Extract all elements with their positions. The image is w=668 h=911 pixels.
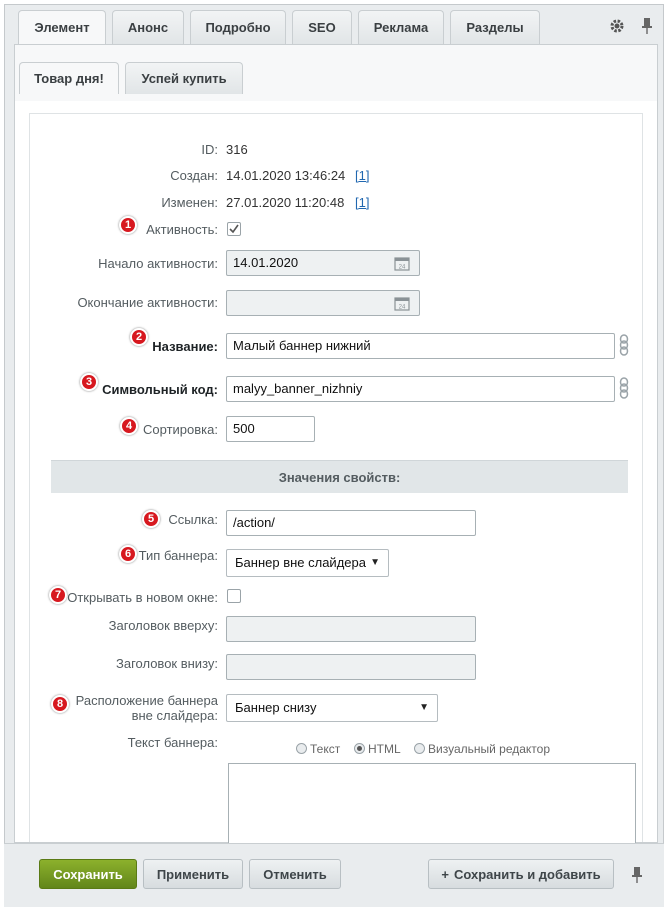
annotation-badge-7: 7 [49,586,67,604]
svg-text:24: 24 [398,264,406,271]
link-field[interactable]: /action/ [226,510,476,536]
name-label: Название: [152,339,218,354]
banner-type-label: Тип баннера: [138,548,218,563]
cancel-button[interactable]: Отменить [249,859,341,889]
position-select[interactable] [226,694,438,722]
svg-text:24: 24 [398,304,406,311]
gear-icon[interactable] [608,17,626,35]
name-field[interactable]: Малый баннер нижний [226,333,615,359]
editor-mode-text-label: Текст [310,742,341,756]
modified-value: 27.01.2020 11:20:48 [226,195,345,210]
pin-icon[interactable] [640,17,658,35]
annotation-badge-2: 2 [130,328,148,346]
modified-label: Изменен: [161,195,218,210]
new-window-label: Открывать в новом окне: [67,590,218,605]
footer-bar [4,843,664,907]
sort-label: Сортировка: [143,422,218,437]
tab-seo[interactable]: SEO [292,10,352,44]
plus-icon: + [441,867,449,882]
position-label-line2: вне слайдера: [131,708,218,723]
radio-icon [414,743,425,754]
position-label [0,693,218,723]
annotation-badge-3: 3 [80,373,98,391]
subtab-hurry-buy[interactable]: Успей купить [125,62,243,94]
active-checkbox[interactable] [227,222,241,236]
tab-details[interactable]: Подробно [190,10,286,44]
code-label: Символьный код: [102,382,218,397]
editor-mode-html[interactable] [354,742,401,758]
editor-mode-html-label: HTML [368,742,401,756]
created-value: 14.01.2020 13:46:24 [226,168,346,183]
sort-field[interactable]: 500 [226,416,315,442]
tab-sections[interactable]: Разделы [450,10,540,44]
chain-link-icon[interactable] [619,377,629,399]
dropdown-arrow-icon: ▼ [370,557,380,568]
new-window-checkbox[interactable] [227,589,241,603]
radio-icon [296,743,307,754]
apply-button[interactable]: Применить [143,859,243,889]
pin-icon[interactable] [630,866,648,884]
annotation-badge-8: 8 [51,695,69,713]
subtab-product-of-day[interactable]: Товар дня! [19,62,119,94]
position-label-line1: Расположение баннера [75,693,218,708]
save-and-add-label: Сохранить и добавить [453,867,601,882]
subtabs-bar [14,45,658,101]
annotation-badge-6: 6 [119,545,137,563]
chain-link-icon[interactable] [619,334,629,356]
title-bottom-field[interactable] [226,654,476,680]
code-field[interactable]: malyy_banner_nizhniy [226,376,615,402]
created-label: Создан: [170,168,218,183]
annotation-badge-5: 5 [142,510,160,528]
save-button[interactable]: Сохранить [39,859,137,889]
start-active-label: Начало активности: [98,256,218,271]
calendar-icon[interactable] [394,295,410,311]
tab-announce[interactable]: Анонс [112,10,184,44]
banner-type-select[interactable] [226,549,389,577]
calendar-icon[interactable] [394,255,410,271]
title-top-label: Заголовок вверху: [108,618,218,633]
radio-checked-icon [354,743,365,754]
title-top-field[interactable] [226,616,476,642]
annotation-badge-4: 4 [120,417,138,435]
banner-text-area[interactable] [228,763,636,843]
tab-ads[interactable]: Реклама [358,10,444,44]
start-active-field[interactable]: 14.01.2020 [226,250,420,276]
properties-section-header: Значения свойств: [51,460,628,493]
annotation-badge-1: 1 [119,216,137,234]
modified-by-link[interactable]: [1] [355,195,370,210]
title-bottom-label: Заголовок внизу: [115,656,218,671]
end-active-field[interactable] [226,290,420,316]
link-label: Ссылка: [168,512,218,527]
position-value: Баннер снизу [235,700,317,715]
dropdown-arrow-icon: ▼ [419,702,429,713]
active-label: Активность: [146,222,218,237]
tab-element[interactable]: Элемент [18,10,106,46]
banner-type-value: Баннер вне слайдера [235,555,366,570]
id-label: ID: [201,142,218,157]
banner-text-label: Текст баннера: [127,735,218,750]
editor-mode-visual[interactable] [414,742,550,758]
created-by-link[interactable]: [1] [355,168,370,183]
id-value: 316 [226,142,248,157]
editor-mode-text[interactable] [296,742,340,758]
editor-mode-visual-label: Визуальный редактор [428,742,551,756]
save-and-add-button[interactable] [428,859,614,889]
end-active-label: Окончание активности: [77,295,218,310]
